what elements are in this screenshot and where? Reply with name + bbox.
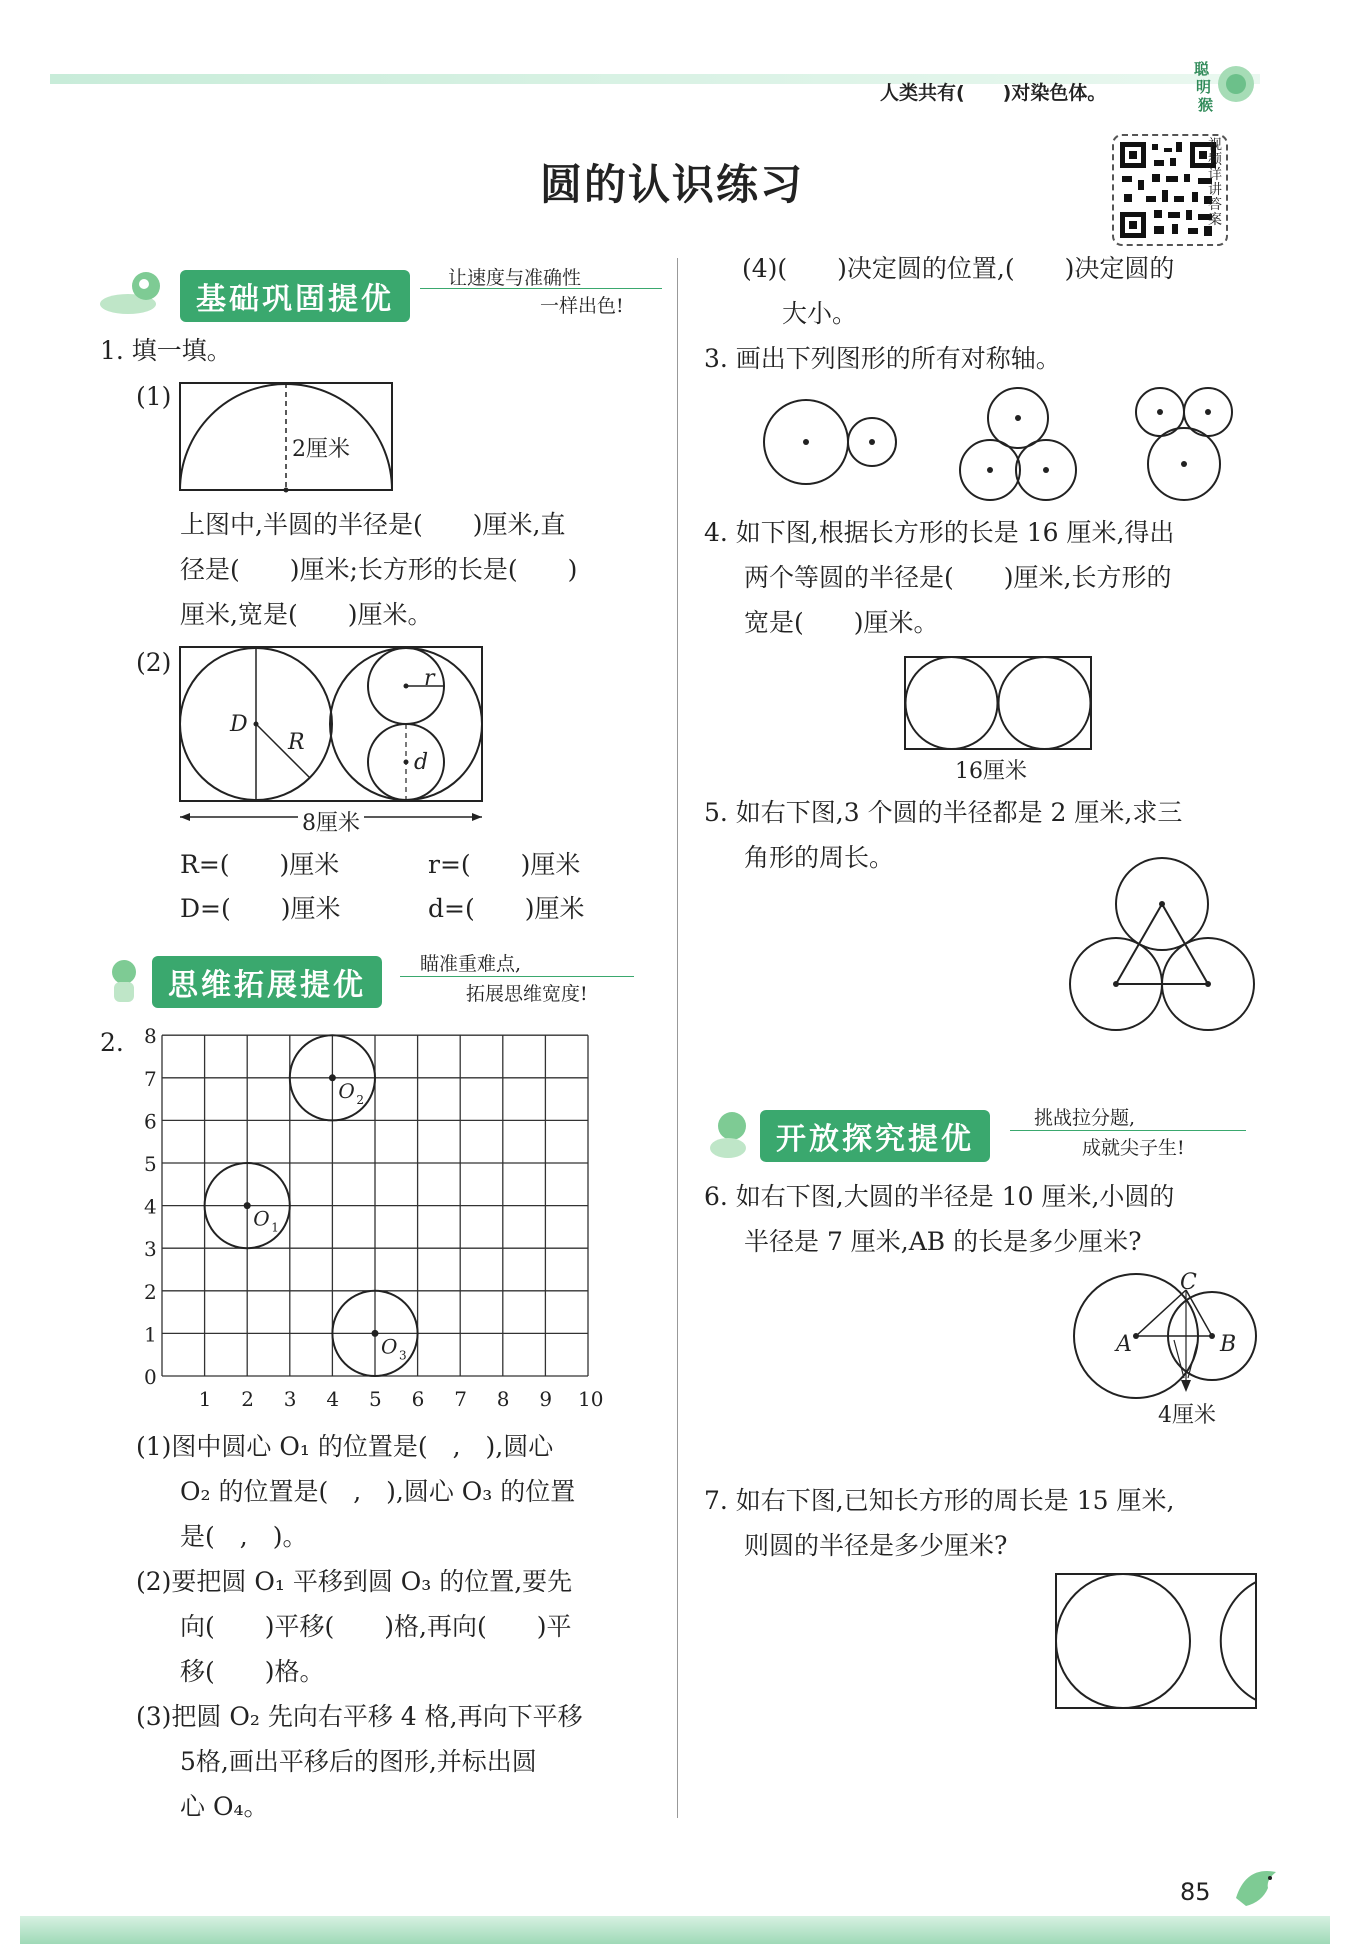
label-d: d [414, 750, 429, 775]
q7-line2: 则圆的半径是多少厘米? [744, 1531, 1008, 1560]
x-tick-label: 3 [283, 1387, 297, 1411]
q2-part2-line2: 向( )平移( )格,再向( )平 [180, 1612, 572, 1641]
y-tick-label: 4 [144, 1194, 157, 1219]
circle-center-subscript: 2 [356, 1092, 365, 1107]
mascot-icon [704, 1106, 758, 1160]
column-divider [677, 258, 678, 1818]
circle-center-label: O [381, 1334, 398, 1359]
label-r: r [424, 666, 435, 691]
y-tick-label: 8 [144, 1026, 157, 1049]
x-tick-label: 4 [326, 1387, 340, 1411]
mascot-icon [100, 954, 150, 1006]
q6-width-label: 4厘米 [1158, 1403, 1216, 1428]
x-tick-label: 8 [496, 1387, 510, 1411]
q2-part1-line3: 是( , )。 [180, 1522, 308, 1551]
section-motto-open-1: 挑战拉分题, [1034, 1107, 1136, 1129]
answer-D: D=( )厘米 [180, 894, 341, 923]
width-label-8cm: 8厘米 [298, 806, 364, 837]
q2-part4-line1: (4)( )决定圆的位置,( )决定圆的 [742, 254, 1175, 283]
circle-center-label: O [338, 1078, 355, 1103]
page-title: 圆的认识练习 [540, 160, 805, 209]
q4-length-label: 16厘米 [955, 759, 1027, 784]
q2-part4-line2: 大小。 [782, 299, 858, 328]
svg-text:猴: 猴 [1198, 96, 1214, 114]
x-tick-label: 6 [411, 1387, 425, 1411]
q2-part3-line1: (3)把圆 O₂ 先向右平移 4 格,再向下平移 [136, 1702, 583, 1731]
answer-R: R=( )厘米 [180, 850, 340, 879]
label-A: A [1116, 1332, 1132, 1357]
section-motto-think-2: 拓展思维宽度! [466, 983, 588, 1005]
circle-center [372, 1330, 379, 1337]
x-tick-label: 5 [369, 1387, 382, 1411]
answer-d: d=( )厘米 [428, 894, 585, 923]
q6-line1: 6. 如右下图,大圆的半径是 10 厘米,小圆的 [704, 1182, 1175, 1211]
circle-center-label: O [253, 1206, 270, 1231]
symmetry-figures [750, 384, 1250, 512]
q2-heading: 2. [100, 1028, 124, 1057]
q5-line2: 角形的周长。 [744, 843, 895, 872]
section-badge-open: 开放探究提优 [760, 1110, 990, 1162]
section-line [400, 976, 634, 977]
q2-part3-line3: 心 O₄。 [180, 1792, 269, 1821]
svg-text:明: 明 [1196, 78, 1212, 96]
q5-line1: 5. 如右下图,3 个圆的半径都是 2 厘米,求三 [704, 798, 1183, 827]
semicircle-radius-label: 2厘米 [292, 437, 350, 462]
qr-code[interactable] [1112, 134, 1228, 246]
dolphin-icon [1226, 1858, 1286, 1918]
y-tick-label: 0 [144, 1365, 157, 1389]
label-C: C [1180, 1270, 1197, 1295]
section-badge-think: 思维拓展提优 [152, 956, 382, 1008]
y-tick-label: 5 [144, 1152, 157, 1176]
x-tick-label: 7 [454, 1387, 467, 1411]
two-circles-figure [176, 644, 488, 830]
answer-r: r=( )厘米 [428, 850, 581, 879]
circle-center [244, 1202, 251, 1209]
section-line [420, 288, 662, 289]
svg-text:聪: 聪 [1194, 60, 1210, 78]
q7-line1: 7. 如右下图,已知长方形的周长是 15 厘米, [704, 1486, 1175, 1515]
page-number: 85 [1180, 1878, 1211, 1906]
q3-heading: 3. 画出下列图形的所有对称轴。 [704, 344, 1061, 373]
section-motto-open-2: 成就尖子生! [1082, 1137, 1185, 1159]
header-fact: 人类共有( )对染色体。 [880, 82, 1107, 104]
semicircle-figure [176, 380, 396, 496]
label-B: B [1220, 1332, 1237, 1357]
y-tick-label: 6 [144, 1109, 157, 1134]
circle-center [329, 1074, 336, 1081]
q1-part2-label: (2) [136, 648, 172, 677]
y-tick-label: 2 [144, 1279, 157, 1304]
x-tick-label: 9 [539, 1387, 553, 1411]
y-tick-label: 7 [144, 1066, 157, 1091]
q1-part1-text-3: 厘米,宽是( )厘米。 [180, 600, 433, 629]
q2-part2-line1: (2)要把圆 O₁ 平移到圆 O₃ 的位置,要先 [136, 1567, 573, 1596]
three-circles-triangle [1064, 856, 1260, 1040]
x-tick-label: 2 [241, 1387, 254, 1411]
label-R: R [288, 730, 305, 755]
section-motto-basic-1: 让速度与准确性 [448, 267, 582, 289]
circle-center-subscript: 3 [399, 1348, 407, 1363]
q2-part1-line1: (1)图中圆心 O₁ 的位置是( , ),圆心 [136, 1432, 554, 1461]
label-D: D [230, 712, 248, 737]
logo-monkey-icon [1188, 52, 1260, 118]
q2-part1-line2: O₂ 的位置是( , ),圆心 O₃ 的位置 [180, 1477, 576, 1506]
section-badge-basic: 基础巩固提优 [180, 270, 410, 322]
rectangle-two-circles [902, 654, 1094, 752]
y-tick-label: 1 [144, 1322, 157, 1347]
q1-heading: 1. 填一填。 [100, 336, 232, 365]
q4-line1: 4. 如下图,根据长方形的长是 16 厘米,得出 [704, 518, 1175, 547]
section-motto-basic-2: 一样出色! [540, 295, 624, 317]
q2-part3-line2: 5格,画出平移后的图形,并标出圆 [180, 1747, 537, 1776]
circle-center-subscript: 1 [271, 1220, 279, 1235]
section-line [1010, 1130, 1246, 1131]
q1-part1-text-1: 上图中,半圆的半径是( )厘米,直 [180, 510, 566, 539]
x-tick-label: 10 [578, 1387, 604, 1411]
section-motto-think-1: 瞄准重难点, [420, 953, 522, 975]
q1-part1-text-2: 径是( )厘米;长方形的长是( ) [180, 555, 578, 584]
qr-label: 视频详讲答案 [1208, 137, 1222, 228]
rectangle-circle-figure [1054, 1572, 1258, 1710]
q6-line2: 半径是 7 厘米,AB 的长是多少厘米? [744, 1227, 1142, 1256]
footer-band [20, 1916, 1330, 1944]
x-tick-label: 1 [198, 1387, 212, 1411]
mascot-icon [98, 266, 180, 318]
q4-line3: 宽是( )厘米。 [744, 608, 939, 637]
q1-part1-label: (1) [136, 382, 172, 411]
q2-part2-line3: 移( )格。 [180, 1657, 325, 1686]
y-tick-label: 3 [144, 1237, 157, 1262]
coordinate-grid [126, 1026, 606, 1416]
q4-line2: 两个等圆的半径是( )厘米,长方形的 [744, 563, 1172, 592]
